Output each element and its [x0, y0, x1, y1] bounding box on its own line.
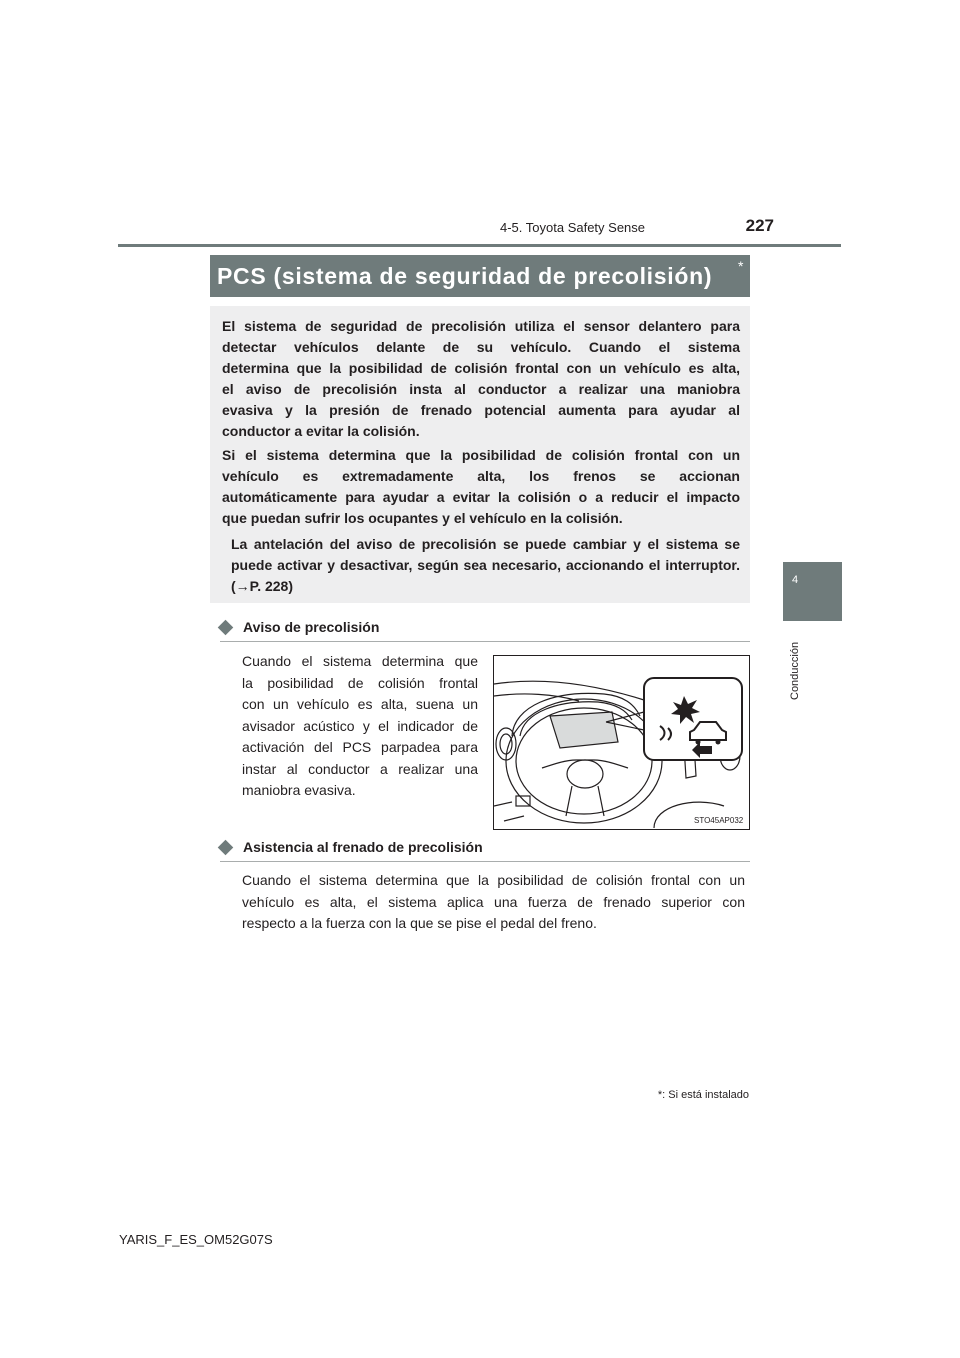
text-line: La antelación del aviso de precolisión se puede cambiar y el sistema se: [231, 536, 740, 552]
chapter-label: [784, 628, 806, 700]
text-line: avisador acústico y el indicador de: [242, 717, 478, 734]
text-line: Cuando el sistema determina que: [242, 653, 478, 669]
chapter-tab[interactable]: [783, 562, 842, 621]
text-line: la posibilidad de colisión frontal: [242, 674, 478, 691]
section-body-aviso: [242, 651, 478, 802]
text-line: el aviso de precolisión insta al conductor a realizar una maniobra: [222, 381, 740, 397]
section-heading-label: Aviso de precolisión: [243, 619, 380, 635]
section-heading-asistencia: [220, 839, 750, 862]
text-line: activación del PCS parpadea para: [242, 739, 478, 755]
text-line: respecto a la fuerza con la que se pise el pedal del freno.: [242, 915, 597, 931]
text-line: evasiva y la presión de frenado potencial aumenta para ayudar al: [222, 402, 740, 418]
text-line: determina que la posibilidad de colisión frontal con un vehículo es alta,: [222, 360, 740, 376]
diamond-bullet-icon: [218, 620, 234, 636]
dashboard-illustration: [493, 655, 750, 830]
chapter-number: 4: [791, 574, 799, 586]
header-rule: [118, 244, 841, 247]
intro-paragraph-1: [222, 316, 740, 442]
title-asterisk: *: [738, 258, 744, 274]
footnote-text: : Si está instalado: [662, 1089, 749, 1101]
chapter-label-text: Conducción: [789, 641, 801, 700]
text-line: (→P. 228): [231, 578, 293, 594]
dashboard-drawing: [494, 656, 749, 829]
text-line: vehículo es alta, el sistema aplica una fuerza de frenado superior con: [242, 893, 745, 910]
text-line: instar al conductor a realizar una: [242, 760, 478, 777]
section-label: 4-5. Toyota Safety Sense: [500, 220, 646, 235]
page-title: PCS (sistema de seguridad de precolisión): [217, 263, 713, 289]
page-number: 227: [745, 216, 774, 235]
footnote: [590, 1089, 749, 1101]
figure-code: STO45AP032: [694, 816, 744, 825]
text-line: Cuando el sistema determina que la posibilidad de colisión frontal con un: [242, 872, 745, 888]
text-line: con un vehículo es alta, suena un: [242, 696, 478, 712]
text-line: El sistema de seguridad de precolisión utiliza el sensor delantero para: [222, 318, 740, 334]
text-line: puede activar y desactivar, según sea necesario, accionando el interruptor.: [231, 557, 740, 573]
text-line: conductor a evitar la colisión.: [222, 423, 420, 439]
footnote-asterisk: *: [657, 1089, 663, 1101]
text-line: maniobra evasiva.: [242, 782, 356, 798]
section-heading-aviso: [220, 619, 750, 642]
text-line: que puedan sufrir los ocupantes y el vehículo en la colisión.: [222, 510, 623, 526]
callout-box: [644, 678, 742, 760]
text-line: automáticamente para ayudar a evitar la colisión o a reducir el impacto: [222, 489, 740, 505]
text-line: Si el sistema determina que la posibilidad de colisión frontal con un: [222, 447, 740, 463]
text-line: vehículo es extremadamente alta, los frenos se accionan: [222, 468, 740, 484]
footer-code: YARIS_F_ES_OM52G07S: [119, 1232, 273, 1247]
section-heading-label: Asistencia al frenado de precolisión: [243, 839, 483, 855]
intro-paragraph-2: [222, 445, 740, 529]
diamond-bullet-icon: [218, 840, 234, 856]
section-body-asistencia: [242, 870, 745, 935]
intro-paragraph-3: [231, 534, 740, 597]
text-line: detectar vehículos delante de su vehículo. Cuando el sistema: [222, 339, 740, 355]
